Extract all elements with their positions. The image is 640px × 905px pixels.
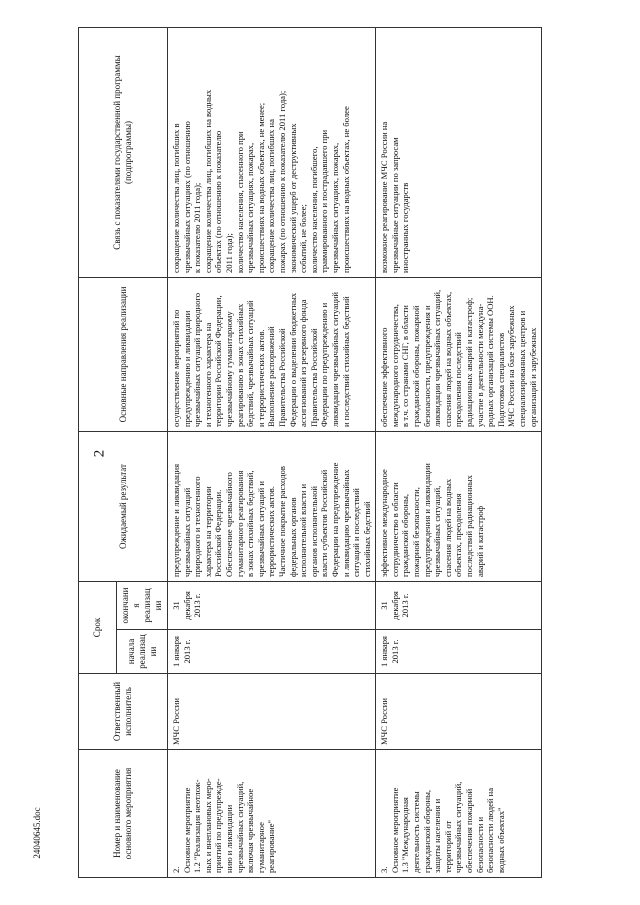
cell-line: аварий и катастроф (474, 505, 485, 577)
cell-line: федеральных органов (287, 497, 298, 577)
cell-line: включая чрезвычайное (245, 788, 256, 873)
cell-line: территории Российской Федерации, (213, 295, 224, 427)
cell-line: пожарной безопасности, (411, 487, 422, 577)
cell-line: 1 января (379, 636, 390, 668)
cell-line: объектах, преодоления (453, 493, 464, 577)
rotated-table-container (78, 28, 623, 878)
cell-line: водных объектах" (495, 807, 506, 873)
cell-line: чрезвычайных ситуациях (по отношению (181, 121, 192, 273)
cell-line: 1.2 "Реализация неотлож- (192, 779, 203, 873)
cell-line: Правительства Российской (308, 328, 319, 427)
cell-line: количество населения, погибшего, (308, 146, 319, 273)
cell-line: характера на территории (202, 486, 213, 577)
cell-line: ликвидации чрезвычайных ситуаций, (432, 289, 443, 427)
cell-line: обеспечение эффективного (379, 327, 390, 427)
cell-line: Частичное покрытие расходов (276, 466, 287, 577)
cell-line: 31 декабря (171, 591, 192, 620)
cell-line: реагированию в зонах стихийных (234, 303, 245, 427)
cell-line: 2013 г. (192, 593, 203, 618)
cell-line: к показателю 2011 года); (192, 182, 203, 273)
table-row (168, 27, 376, 877)
cell-line: происшествиях на водных объектах, не более (340, 106, 351, 273)
cell-line: чрезвычайных ситуаций природного (192, 292, 203, 427)
cell-line: Правительства Российской (276, 328, 287, 427)
cell-line: Федерации по предупреждению и (319, 302, 330, 427)
cell-line: событий, не более; (298, 204, 309, 273)
cell-line: родных организаций системы ООН. (485, 295, 496, 427)
cell-line: специализированных центров и (517, 310, 527, 427)
cell-line: спасения людей на водных (442, 478, 453, 577)
cell-line: в зонах стихийных бедствий, (245, 470, 256, 577)
cell-start (376, 630, 542, 674)
cell-line: иностранных государств (400, 182, 411, 273)
cell-line: гражданской обороны, пожарной (411, 305, 422, 427)
cell-result (376, 431, 542, 581)
cell-line: органов исполнительной (308, 485, 319, 577)
cell-line: гуманитарное (255, 822, 266, 873)
cell-line: 2013 г. (181, 639, 192, 664)
cell-line: гражданской обороны, (421, 789, 432, 873)
cell-line: предупреждению и ликвидации (181, 310, 192, 427)
cell-measure (376, 750, 542, 878)
cell-line: безопасности людей на (485, 787, 496, 873)
cell-line: Федерации на предупреждение (329, 462, 340, 577)
cell-line: стихийных бедствий (361, 501, 372, 577)
cell-line: экономический ущерб от деструктивных (287, 123, 298, 273)
page-number: 2 (91, 449, 108, 458)
cell-line: 1.3 "Международная (400, 797, 411, 873)
cell-line: радиационных аварий и катастроф; (464, 297, 475, 427)
cell-line: сокращение количества лиц, погибших в (171, 123, 181, 273)
row-number: 3. (379, 866, 390, 873)
cell-end (168, 581, 376, 629)
cell-link (376, 27, 542, 277)
cell-line: в т.ч. со странами СНГ, в области (400, 305, 411, 427)
cell-line: бедствий, чрезвычайных ситуаций (245, 300, 256, 427)
cell-line: чрезвычайных ситуациях, пожарах, (245, 142, 256, 273)
cell-line: власти субъектов Российской (319, 469, 330, 577)
cell-line: чрезвычайных ситуаций (181, 487, 192, 577)
cell-line: обеспечения пожарной (464, 788, 475, 873)
header-term: Срок (79, 581, 117, 673)
cell-line: и террористических актов. (255, 329, 266, 427)
cell-line: деятельность системы (411, 791, 422, 873)
cell-line: Основное мероприятие (181, 787, 192, 873)
cell-line: 31 декабря (379, 591, 400, 620)
cell-line: спасения людей на водных объектах, (442, 291, 453, 427)
cell-line: сокращение количества лиц, погибших на (266, 119, 277, 273)
cell-line: ассигнований из резервного фонда (298, 299, 309, 427)
cell-result (168, 431, 376, 581)
cell-line: исполнительной власти и (298, 483, 309, 577)
cell-line: чрезвычайных ситуаций и (255, 481, 266, 577)
measures-table (78, 27, 542, 878)
cell-line: и ликвидацию чрезвычайных (340, 469, 351, 577)
cell-line: сотрудничество в области (389, 482, 400, 577)
header-end: окончания реализации (117, 581, 168, 629)
cell-line: и техногенного характера на (202, 322, 213, 427)
cell-line: безопасности, предупреждения и (421, 305, 432, 427)
cell-line: чрезвычайных ситуациях, пожарах, (329, 142, 340, 273)
table-row (376, 27, 542, 877)
header-result: Ожидаемый результат (79, 431, 168, 581)
cell-line: ситуаций и последствий (351, 488, 362, 577)
cell-line: чрезвычайные ситуации по запросам (389, 137, 400, 273)
cell-line: гражданской обороны, (400, 493, 411, 577)
cell-start (168, 630, 376, 674)
cell-line: МЧС России на базе зарубежных (506, 305, 517, 427)
header-measure: Номер и наименование основного мероприятия (79, 750, 168, 878)
cell-line: 1 января (171, 636, 181, 668)
cell-line: природного и техногенного (192, 476, 203, 577)
cell-line: Основное мероприятие (389, 787, 400, 873)
table-body (168, 27, 542, 877)
cell-line: безопасности и (474, 816, 485, 873)
row-number: 2. (171, 866, 181, 873)
cell-line: преодоления последствий (453, 332, 464, 427)
cell-executor: МЧС России (376, 674, 542, 750)
cell-line: чрезвычайных ситуаций, (453, 781, 464, 873)
cell-line: объектах (по отношению к показателю (213, 130, 224, 273)
cell-directions (168, 277, 376, 431)
cell-line: приятий по предупрежде- (213, 778, 224, 873)
cell-line: травмированного и пострадавшего при (319, 129, 330, 273)
cell-line: предупреждение и ликвидация (171, 463, 181, 577)
cell-link (168, 27, 376, 277)
header-directions: Основные направления реализации (79, 277, 168, 431)
header-executor: Ответственный исполнитель (79, 674, 168, 750)
cell-line: реагирование" (266, 819, 277, 873)
cell-line: Российской Федерации. (213, 489, 224, 577)
cell-line: 2011 года); (223, 233, 234, 273)
cell-line: 2013 г. (400, 593, 411, 618)
cell-measure (168, 750, 376, 878)
cell-line: участие в деятельности междуна- (474, 303, 485, 427)
cell-line: гуманитарного реагирования (234, 470, 245, 577)
cell-line: сокращение количества лиц, погибших на водных (202, 89, 213, 273)
cell-line: Обеспечение чрезвычайного (223, 472, 234, 577)
cell-line: Федерации о выделении бюджетных (287, 292, 298, 427)
cell-directions (376, 277, 542, 431)
header-start: начала реализации (117, 630, 168, 674)
cell-line: международного сотрудничества, (389, 304, 400, 427)
cell-line: чрезвычайных ситуаций, (432, 485, 443, 577)
cell-line: ных и внеплановых меро- (202, 778, 213, 873)
cell-line: организаций и зарубежных (527, 327, 538, 427)
cell-executor: МЧС России (168, 674, 376, 750)
cell-line: происшествиях на водных объектах, не менее; (255, 102, 266, 273)
cell-line: и последствий стихийных бедствий (340, 296, 351, 427)
cell-line: эффективное международное (379, 469, 390, 577)
cell-line: количество населения, спасенного при (234, 131, 245, 273)
cell-line: чрезвычайных ситуаций, (234, 781, 245, 873)
cell-line: Выполнение распоряжений (266, 326, 277, 427)
header-link: Связь с показателями государственной программы (подпрограммы) (79, 27, 168, 277)
cell-line: возможное реагирование МЧС России на (379, 121, 390, 273)
cell-end (376, 581, 542, 629)
cell-line: террористических актов. (266, 486, 277, 577)
cell-line: 2013 г. (389, 639, 400, 664)
document-filename: 24040645.doc (32, 807, 42, 859)
cell-line: осуществление мероприятий по (171, 309, 181, 427)
cell-line: ликвидации чрезвычайных ситуаций (329, 291, 340, 427)
cell-line: нию и ликвидации (223, 804, 234, 873)
cell-line: последствий радиационных (464, 475, 475, 577)
cell-line: предупреждения и ликвидации (421, 463, 432, 577)
cell-line: защиты населения и (432, 798, 443, 873)
cell-line: пожарах (по отношению к показателю 2011 года); (276, 90, 287, 273)
cell-line: Подготовка специалистов (495, 332, 506, 427)
cell-line: чрезвычайному гуманитарному (223, 311, 234, 427)
cell-line: территорий от (442, 820, 453, 873)
